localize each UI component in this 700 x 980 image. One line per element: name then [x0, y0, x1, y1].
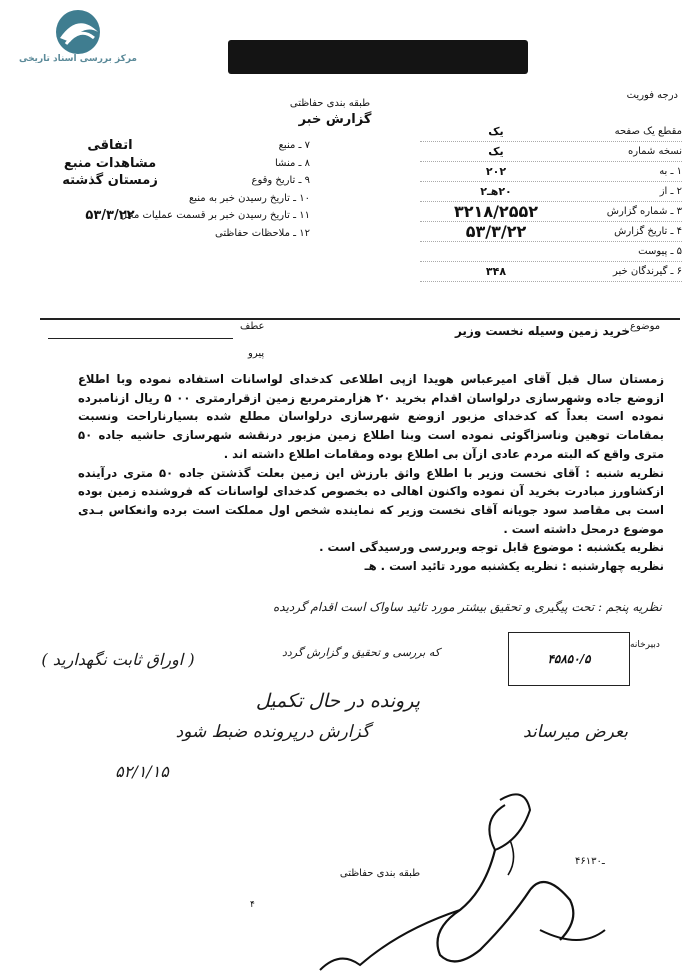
left-field-value: اتفاقی — [87, 138, 133, 153]
left-fields — [20, 137, 310, 242]
classification-label: طبقه بندی حفاظتی — [289, 98, 371, 109]
right-field-label: ۲ ـ از — [659, 186, 682, 197]
left-field-row — [20, 155, 310, 173]
left-field-value: ۵۳/۳/۲۲ — [85, 208, 135, 223]
right-field-label: ۳ ـ شماره گزارش — [606, 206, 682, 217]
registry-stamp-label: دبیرخانه — [630, 640, 660, 650]
left-field-label: ۸ ـ منشا — [274, 157, 310, 169]
left-field-row — [20, 137, 310, 155]
left-field-value: مشاهدات منبع — [63, 155, 157, 171]
left-field-row — [20, 225, 310, 243]
right-field-value: یک — [488, 125, 504, 138]
right-field-value: یک — [488, 145, 504, 158]
registry-stamp — [508, 632, 630, 686]
footer-classification-label: طبقه بندی حفاظتی — [339, 868, 421, 879]
right-field-value: ۵۳/۳/۲۲ — [465, 222, 527, 241]
report-body — [78, 370, 664, 576]
right-field-label: مقطع یک صفحه — [614, 126, 682, 137]
archive-logo — [8, 8, 148, 80]
left-field-label: ۱۰ ـ تاریخ رسیدن خبر به منبع — [188, 192, 310, 204]
right-field-label: نسخه شماره — [628, 146, 682, 157]
subject-text: خرید زمین وسیله نخست وزیر — [454, 324, 630, 338]
classification-stamp — [228, 40, 528, 74]
right-field-row — [420, 182, 682, 202]
right-field-label: ۴ ـ تاریخ گزارش — [614, 226, 682, 237]
right-field-row — [420, 142, 682, 162]
right-field-label: ۵ ـ پیوست — [638, 246, 682, 257]
report-title: گزارش خبر — [298, 112, 372, 127]
archive-logo-icon — [8, 8, 148, 60]
right-field-value: ۳۴۸ — [485, 265, 507, 278]
logo-text: مرکز بررسی اسناد تاریخی — [18, 54, 138, 64]
reference-line — [48, 338, 233, 339]
right-field-label: ۱ ـ به — [659, 166, 682, 177]
handwritten-note-3: پرونده در حال تکمیل — [255, 690, 420, 712]
body-paragraph-2: نظریه شنبه : آقای نخست وزیر با اطلاع واثق بارزش این زمین بعلت گذشتن جاده ۵۰ متری درآینده ازکشاورز مبادرت بخرید آن نموده واکنون اهالی ده بخصوص کدخدای لواسانات که فروشنده زمین بوده است بی مقاصد سود جویانه آقای نخست وزیر که نماینده شخص اول مملکت است برده وانعکاس بـدی موضوع درمحل داشته است . — [78, 465, 664, 536]
page-mark: ۴ — [250, 900, 255, 910]
left-field-row — [20, 207, 310, 225]
handwritten-note-4: گزارش درپرونده ضبط شود — [175, 722, 370, 742]
right-field-row — [420, 162, 682, 182]
left-field-row — [20, 190, 310, 208]
right-field-value: ۲۰۲ — [485, 165, 507, 178]
handwritten-note-1: نظریه پنجم : تحت پیگیری و تحقیق بیشتر مورد تائید ساواک است اقدام گردیده — [273, 600, 662, 614]
right-field-value: ۲۰هـ۲ — [480, 185, 512, 198]
body-paragraph-1: زمستان سال قبل آقای امیرعباس هویدا ازپی اطلاعی کدخدای لواسانات استفاده نموده وبا اطلاع ازوضع جاده وشهرسازی درلواسان اقدام بخرید ۲۰ هزارمترمربع زمین ازقرارمتری ۰۰ ۵ ریال ازنامبرده نموده است بعداً که کدخدای مزبور ازوضع شهرسازی درلواسان مطلع شده بسیارناراحت ونسبت بمقامات توهین وناسزاگوئی نموده است وبنا اطلاع زمین مزبور درنقشه شهرسازی حاشیه جاده ۵۰ متری واقع که البته مردم عادی ازآن بی اطلاع بوده ومقامات اطلاع داشته اند . — [78, 372, 664, 461]
followup-label: پیرو — [248, 348, 265, 359]
registry-stamp-number: ۴۵۸۵۰/۵ — [547, 652, 591, 666]
handwritten-note-2: که بررسی و تحقیق و گزارش گردد — [282, 646, 440, 659]
right-field-value: ۳۲۱۸/۲۵۵۲ — [454, 202, 538, 221]
subject-label: موضوع — [630, 321, 661, 332]
handwritten-bracket-note: ( اوراق ثابت نگهدارید ) — [41, 650, 195, 669]
body-paragraph-4: نظریه چهارشنبه : نظریه یکشنبه مورد تائید است . هـ — [364, 559, 664, 574]
left-field-label: ۱۱ ـ تاریخ رسیدن خبر بر قسمت عملیات محل — [119, 210, 310, 221]
left-field-row — [20, 172, 310, 190]
degree-label: درجه فوریت — [626, 90, 678, 101]
right-field-label: ۶ ـ گیرندگان خبر — [612, 266, 682, 277]
reference-label: عطف — [240, 321, 265, 332]
right-fields — [420, 122, 682, 282]
right-field-row — [420, 262, 682, 282]
right-field-row — [420, 222, 682, 242]
left-field-label: ۱۲ ـ ملاحظات حفاظتی — [215, 227, 310, 239]
left-field-value: زمستان گذشته — [62, 173, 158, 188]
handwritten-note-5: بعرض میرساند — [523, 722, 628, 742]
left-field-label: ۷ ـ منبع — [278, 140, 310, 151]
handwritten-date: ۵۲/۱/۱۵ — [115, 762, 169, 781]
right-field-row — [420, 202, 682, 222]
body-paragraph-3: نظریه یکشنبه : موضوع قابل توجه وبررسی ورسیدگی است . — [319, 540, 664, 555]
right-field-row — [420, 122, 682, 142]
right-field-row — [420, 242, 682, 262]
header-divider — [40, 318, 680, 320]
left-field-label: ۹ ـ تاریخ وقوع — [251, 175, 310, 186]
form-number: ۴۶ـ۱۳۰ — [575, 856, 605, 867]
